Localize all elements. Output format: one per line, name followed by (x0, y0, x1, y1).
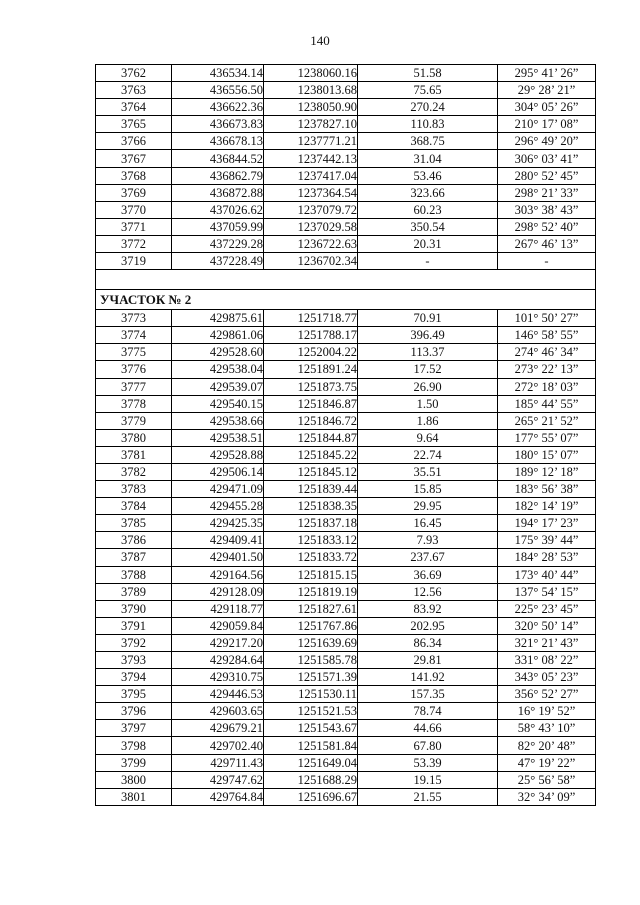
x-coordinate: 429409.41 (172, 532, 264, 549)
y-coordinate: 1251844.87 (264, 429, 358, 446)
direction-angle: 306° 03’ 41” (498, 150, 596, 167)
point-number: 3765 (96, 116, 172, 133)
table-row (96, 652, 596, 669)
table-row (96, 532, 596, 549)
direction-angle: 274° 46’ 34” (498, 344, 596, 361)
x-coordinate: 429506.14 (172, 463, 264, 480)
direction-angle: 304° 05’ 26” (498, 99, 596, 116)
direction-angle: 29° 28’ 21” (498, 82, 596, 99)
distance: 270.24 (358, 99, 498, 116)
direction-angle: 82° 20’ 48” (498, 737, 596, 754)
table-row (96, 669, 596, 686)
blank-row (96, 270, 596, 290)
table-row (96, 617, 596, 634)
direction-angle: 47° 19’ 22” (498, 754, 596, 771)
coordinates-table (95, 64, 596, 806)
x-coordinate: 429538.66 (172, 412, 264, 429)
direction-angle: 175° 39’ 44” (498, 532, 596, 549)
x-coordinate: 429455.28 (172, 498, 264, 515)
table-row (96, 481, 596, 498)
distance: 75.65 (358, 82, 498, 99)
y-coordinate: 1251649.04 (264, 754, 358, 771)
distance: 141.92 (358, 669, 498, 686)
point-number: 3782 (96, 463, 172, 480)
distance: 44.66 (358, 720, 498, 737)
table-row (96, 703, 596, 720)
x-coordinate: 436622.36 (172, 99, 264, 116)
direction-angle: 331° 08’ 22” (498, 652, 596, 669)
point-number: 3773 (96, 310, 172, 327)
point-number: 3767 (96, 150, 172, 167)
y-coordinate: 1251521.53 (264, 703, 358, 720)
point-number: 3790 (96, 600, 172, 617)
distance: 83.92 (358, 600, 498, 617)
point-number: 3799 (96, 754, 172, 771)
x-coordinate: 429539.07 (172, 378, 264, 395)
direction-angle: 137° 54’ 15” (498, 583, 596, 600)
point-number: 3772 (96, 235, 172, 252)
x-coordinate: 429284.64 (172, 652, 264, 669)
y-coordinate: 1251571.39 (264, 669, 358, 686)
y-coordinate: 1251891.24 (264, 361, 358, 378)
direction-angle: 177° 55’ 07” (498, 429, 596, 446)
point-number: 3764 (96, 99, 172, 116)
x-coordinate: 429471.09 (172, 481, 264, 498)
direction-angle: 146° 58’ 55” (498, 327, 596, 344)
x-coordinate: 436673.83 (172, 116, 264, 133)
page-number: 140 (310, 33, 330, 48)
table-row (96, 634, 596, 651)
y-coordinate: 1236702.34 (264, 253, 358, 270)
y-coordinate: 1251639.69 (264, 634, 358, 651)
x-coordinate: 429875.61 (172, 310, 264, 327)
point-number: 3785 (96, 515, 172, 532)
direction-angle: - (498, 253, 596, 270)
point-number: 3786 (96, 532, 172, 549)
direction-angle: 189° 12’ 18” (498, 463, 596, 480)
distance: 396.49 (358, 327, 498, 344)
point-number: 3781 (96, 446, 172, 463)
table-row (96, 771, 596, 788)
point-number: 3800 (96, 771, 172, 788)
x-coordinate: 429861.06 (172, 327, 264, 344)
direction-angle: 173° 40’ 44” (498, 566, 596, 583)
y-coordinate: 1251530.11 (264, 686, 358, 703)
point-number: 3787 (96, 549, 172, 566)
distance: 31.04 (358, 150, 498, 167)
direction-angle: 194° 17’ 23” (498, 515, 596, 532)
y-coordinate: 1237442.13 (264, 150, 358, 167)
table-row (96, 99, 596, 116)
distance: 202.95 (358, 617, 498, 634)
table-row (96, 583, 596, 600)
distance: 19.15 (358, 771, 498, 788)
distance: 53.46 (358, 167, 498, 184)
y-coordinate: 1251581.84 (264, 737, 358, 754)
table-row (96, 686, 596, 703)
direction-angle: 184° 28’ 53” (498, 549, 596, 566)
point-number: 3793 (96, 652, 172, 669)
y-coordinate: 1251819.19 (264, 583, 358, 600)
table-row (96, 167, 596, 184)
y-coordinate: 1251767.86 (264, 617, 358, 634)
table-row (96, 429, 596, 446)
y-coordinate: 1237364.54 (264, 184, 358, 201)
distance: 157.35 (358, 686, 498, 703)
table-row (96, 720, 596, 737)
point-number: 3769 (96, 184, 172, 201)
distance: 368.75 (358, 133, 498, 150)
direction-angle: 225° 23’ 45” (498, 600, 596, 617)
distance: 78.74 (358, 703, 498, 720)
x-coordinate: 429528.88 (172, 446, 264, 463)
point-number: 3788 (96, 566, 172, 583)
x-coordinate: 437059.99 (172, 218, 264, 235)
direction-angle: 356° 52’ 27” (498, 686, 596, 703)
x-coordinate: 429118.77 (172, 600, 264, 617)
y-coordinate: 1251873.75 (264, 378, 358, 395)
point-number: 3795 (96, 686, 172, 703)
direction-angle: 298° 21’ 33” (498, 184, 596, 201)
x-coordinate: 429702.40 (172, 737, 264, 754)
table-row (96, 310, 596, 327)
table-row (96, 600, 596, 617)
y-coordinate: 1238013.68 (264, 82, 358, 99)
y-coordinate: 1251788.17 (264, 327, 358, 344)
direction-angle: 321° 21’ 43” (498, 634, 596, 651)
y-coordinate: 1251688.29 (264, 771, 358, 788)
table-row (96, 737, 596, 754)
y-coordinate: 1251845.22 (264, 446, 358, 463)
distance: 113.37 (358, 344, 498, 361)
x-coordinate: 429603.65 (172, 703, 264, 720)
x-coordinate: 429425.35 (172, 515, 264, 532)
distance: 20.31 (358, 235, 498, 252)
distance: 17.52 (358, 361, 498, 378)
y-coordinate: 1251833.72 (264, 549, 358, 566)
point-number: 3780 (96, 429, 172, 446)
point-number: 3774 (96, 327, 172, 344)
point-number: 3777 (96, 378, 172, 395)
distance: 21.55 (358, 788, 498, 805)
table-row (96, 65, 596, 82)
point-number: 3801 (96, 788, 172, 805)
x-coordinate: 429764.84 (172, 788, 264, 805)
table-row (96, 498, 596, 515)
distance: 323.66 (358, 184, 498, 201)
y-coordinate: 1251837.18 (264, 515, 358, 532)
table-row (96, 515, 596, 532)
x-coordinate: 429747.62 (172, 771, 264, 788)
distance: 60.23 (358, 201, 498, 218)
table-row (96, 82, 596, 99)
table-row (96, 463, 596, 480)
distance: 67.80 (358, 737, 498, 754)
x-coordinate: 429217.20 (172, 634, 264, 651)
distance: 22.74 (358, 446, 498, 463)
table-row (96, 327, 596, 344)
distance: - (358, 253, 498, 270)
y-coordinate: 1251845.12 (264, 463, 358, 480)
point-number: 3766 (96, 133, 172, 150)
direction-angle: 298° 52’ 40” (498, 218, 596, 235)
section-separator (96, 270, 596, 310)
direction-angle: 16° 19’ 52” (498, 703, 596, 720)
point-number: 3768 (96, 167, 172, 184)
direction-angle: 183° 56’ 38” (498, 481, 596, 498)
point-number: 3798 (96, 737, 172, 754)
x-coordinate: 429310.75 (172, 669, 264, 686)
y-coordinate: 1251846.72 (264, 412, 358, 429)
point-number: 3779 (96, 412, 172, 429)
y-coordinate: 1252004.22 (264, 344, 358, 361)
x-coordinate: 429446.53 (172, 686, 264, 703)
x-coordinate: 429540.15 (172, 395, 264, 412)
table-row (96, 201, 596, 218)
section-2-title: УЧАСТОК № 2 (96, 290, 596, 310)
x-coordinate: 429538.04 (172, 361, 264, 378)
section-1-rows (96, 65, 596, 270)
table-row (96, 253, 596, 270)
table-row (96, 361, 596, 378)
y-coordinate: 1237029.58 (264, 218, 358, 235)
distance: 29.81 (358, 652, 498, 669)
direction-angle: 303° 38’ 43” (498, 201, 596, 218)
distance: 9.64 (358, 429, 498, 446)
point-number: 3784 (96, 498, 172, 515)
table-row (96, 133, 596, 150)
point-number: 3789 (96, 583, 172, 600)
table-row (96, 754, 596, 771)
distance: 53.39 (358, 754, 498, 771)
distance: 26.90 (358, 378, 498, 395)
direction-angle: 25° 56’ 58” (498, 771, 596, 788)
x-coordinate: 429164.56 (172, 566, 264, 583)
direction-angle: 296° 49’ 20” (498, 133, 596, 150)
distance: 16.45 (358, 515, 498, 532)
direction-angle: 185° 44’ 55” (498, 395, 596, 412)
table-row (96, 116, 596, 133)
x-coordinate: 436844.52 (172, 150, 264, 167)
y-coordinate: 1251846.87 (264, 395, 358, 412)
direction-angle: 58° 43’ 10” (498, 720, 596, 737)
direction-angle: 343° 05’ 23” (498, 669, 596, 686)
point-number: 3792 (96, 634, 172, 651)
distance: 237.67 (358, 549, 498, 566)
y-coordinate: 1237771.21 (264, 133, 358, 150)
direction-angle: 32° 34’ 09” (498, 788, 596, 805)
x-coordinate: 436534.14 (172, 65, 264, 82)
distance: 110.83 (358, 116, 498, 133)
direction-angle: 182° 14’ 19” (498, 498, 596, 515)
x-coordinate: 429538.51 (172, 429, 264, 446)
y-coordinate: 1251815.15 (264, 566, 358, 583)
x-coordinate: 436862.79 (172, 167, 264, 184)
distance: 7.93 (358, 532, 498, 549)
table-row (96, 549, 596, 566)
x-coordinate: 436678.13 (172, 133, 264, 150)
section-2-rows (96, 310, 596, 806)
x-coordinate: 436556.50 (172, 82, 264, 99)
y-coordinate: 1251543.67 (264, 720, 358, 737)
point-number: 3778 (96, 395, 172, 412)
table-row (96, 378, 596, 395)
distance: 70.91 (358, 310, 498, 327)
y-coordinate: 1237079.72 (264, 201, 358, 218)
distance: 350.54 (358, 218, 498, 235)
distance: 1.50 (358, 395, 498, 412)
x-coordinate: 437026.62 (172, 201, 264, 218)
y-coordinate: 1238060.16 (264, 65, 358, 82)
x-coordinate: 429679.21 (172, 720, 264, 737)
point-number: 3763 (96, 82, 172, 99)
direction-angle: 320° 50’ 14” (498, 617, 596, 634)
distance: 35.51 (358, 463, 498, 480)
y-coordinate: 1251585.78 (264, 652, 358, 669)
point-number: 3791 (96, 617, 172, 634)
point-number: 3783 (96, 481, 172, 498)
x-coordinate: 429059.84 (172, 617, 264, 634)
table-row (96, 788, 596, 805)
y-coordinate: 1251827.61 (264, 600, 358, 617)
x-coordinate: 429528.60 (172, 344, 264, 361)
section-heading-row (96, 290, 596, 310)
table-row (96, 218, 596, 235)
point-number: 3797 (96, 720, 172, 737)
x-coordinate: 429711.43 (172, 754, 264, 771)
direction-angle: 272° 18’ 03” (498, 378, 596, 395)
distance: 1.86 (358, 412, 498, 429)
table-row (96, 566, 596, 583)
y-coordinate: 1236722.63 (264, 235, 358, 252)
y-coordinate: 1238050.90 (264, 99, 358, 116)
y-coordinate: 1251839.44 (264, 481, 358, 498)
point-number: 3770 (96, 201, 172, 218)
distance: 12.56 (358, 583, 498, 600)
distance: 86.34 (358, 634, 498, 651)
x-coordinate: 437228.49 (172, 253, 264, 270)
table-row (96, 446, 596, 463)
distance: 36.69 (358, 566, 498, 583)
point-number: 3775 (96, 344, 172, 361)
direction-angle: 295° 41’ 26” (498, 65, 596, 82)
y-coordinate: 1237417.04 (264, 167, 358, 184)
y-coordinate: 1251696.67 (264, 788, 358, 805)
direction-angle: 101° 50’ 27” (498, 310, 596, 327)
point-number: 3771 (96, 218, 172, 235)
distance: 15.85 (358, 481, 498, 498)
x-coordinate: 429401.50 (172, 549, 264, 566)
table-row (96, 412, 596, 429)
y-coordinate: 1237827.10 (264, 116, 358, 133)
point-number: 3796 (96, 703, 172, 720)
table-row (96, 150, 596, 167)
distance: 51.58 (358, 65, 498, 82)
x-coordinate: 437229.28 (172, 235, 264, 252)
direction-angle: 265° 21’ 52” (498, 412, 596, 429)
point-number: 3719 (96, 253, 172, 270)
x-coordinate: 429128.09 (172, 583, 264, 600)
point-number: 3776 (96, 361, 172, 378)
direction-angle: 273° 22’ 13” (498, 361, 596, 378)
y-coordinate: 1251718.77 (264, 310, 358, 327)
direction-angle: 180° 15’ 07” (498, 446, 596, 463)
table-row (96, 344, 596, 361)
distance: 29.95 (358, 498, 498, 515)
direction-angle: 280° 52’ 45” (498, 167, 596, 184)
point-number: 3762 (96, 65, 172, 82)
point-number: 3794 (96, 669, 172, 686)
table-row (96, 235, 596, 252)
y-coordinate: 1251833.12 (264, 532, 358, 549)
table-row (96, 395, 596, 412)
direction-angle: 210° 17’ 08” (498, 116, 596, 133)
x-coordinate: 436872.88 (172, 184, 264, 201)
table-row (96, 184, 596, 201)
direction-angle: 267° 46’ 13” (498, 235, 596, 252)
y-coordinate: 1251838.35 (264, 498, 358, 515)
